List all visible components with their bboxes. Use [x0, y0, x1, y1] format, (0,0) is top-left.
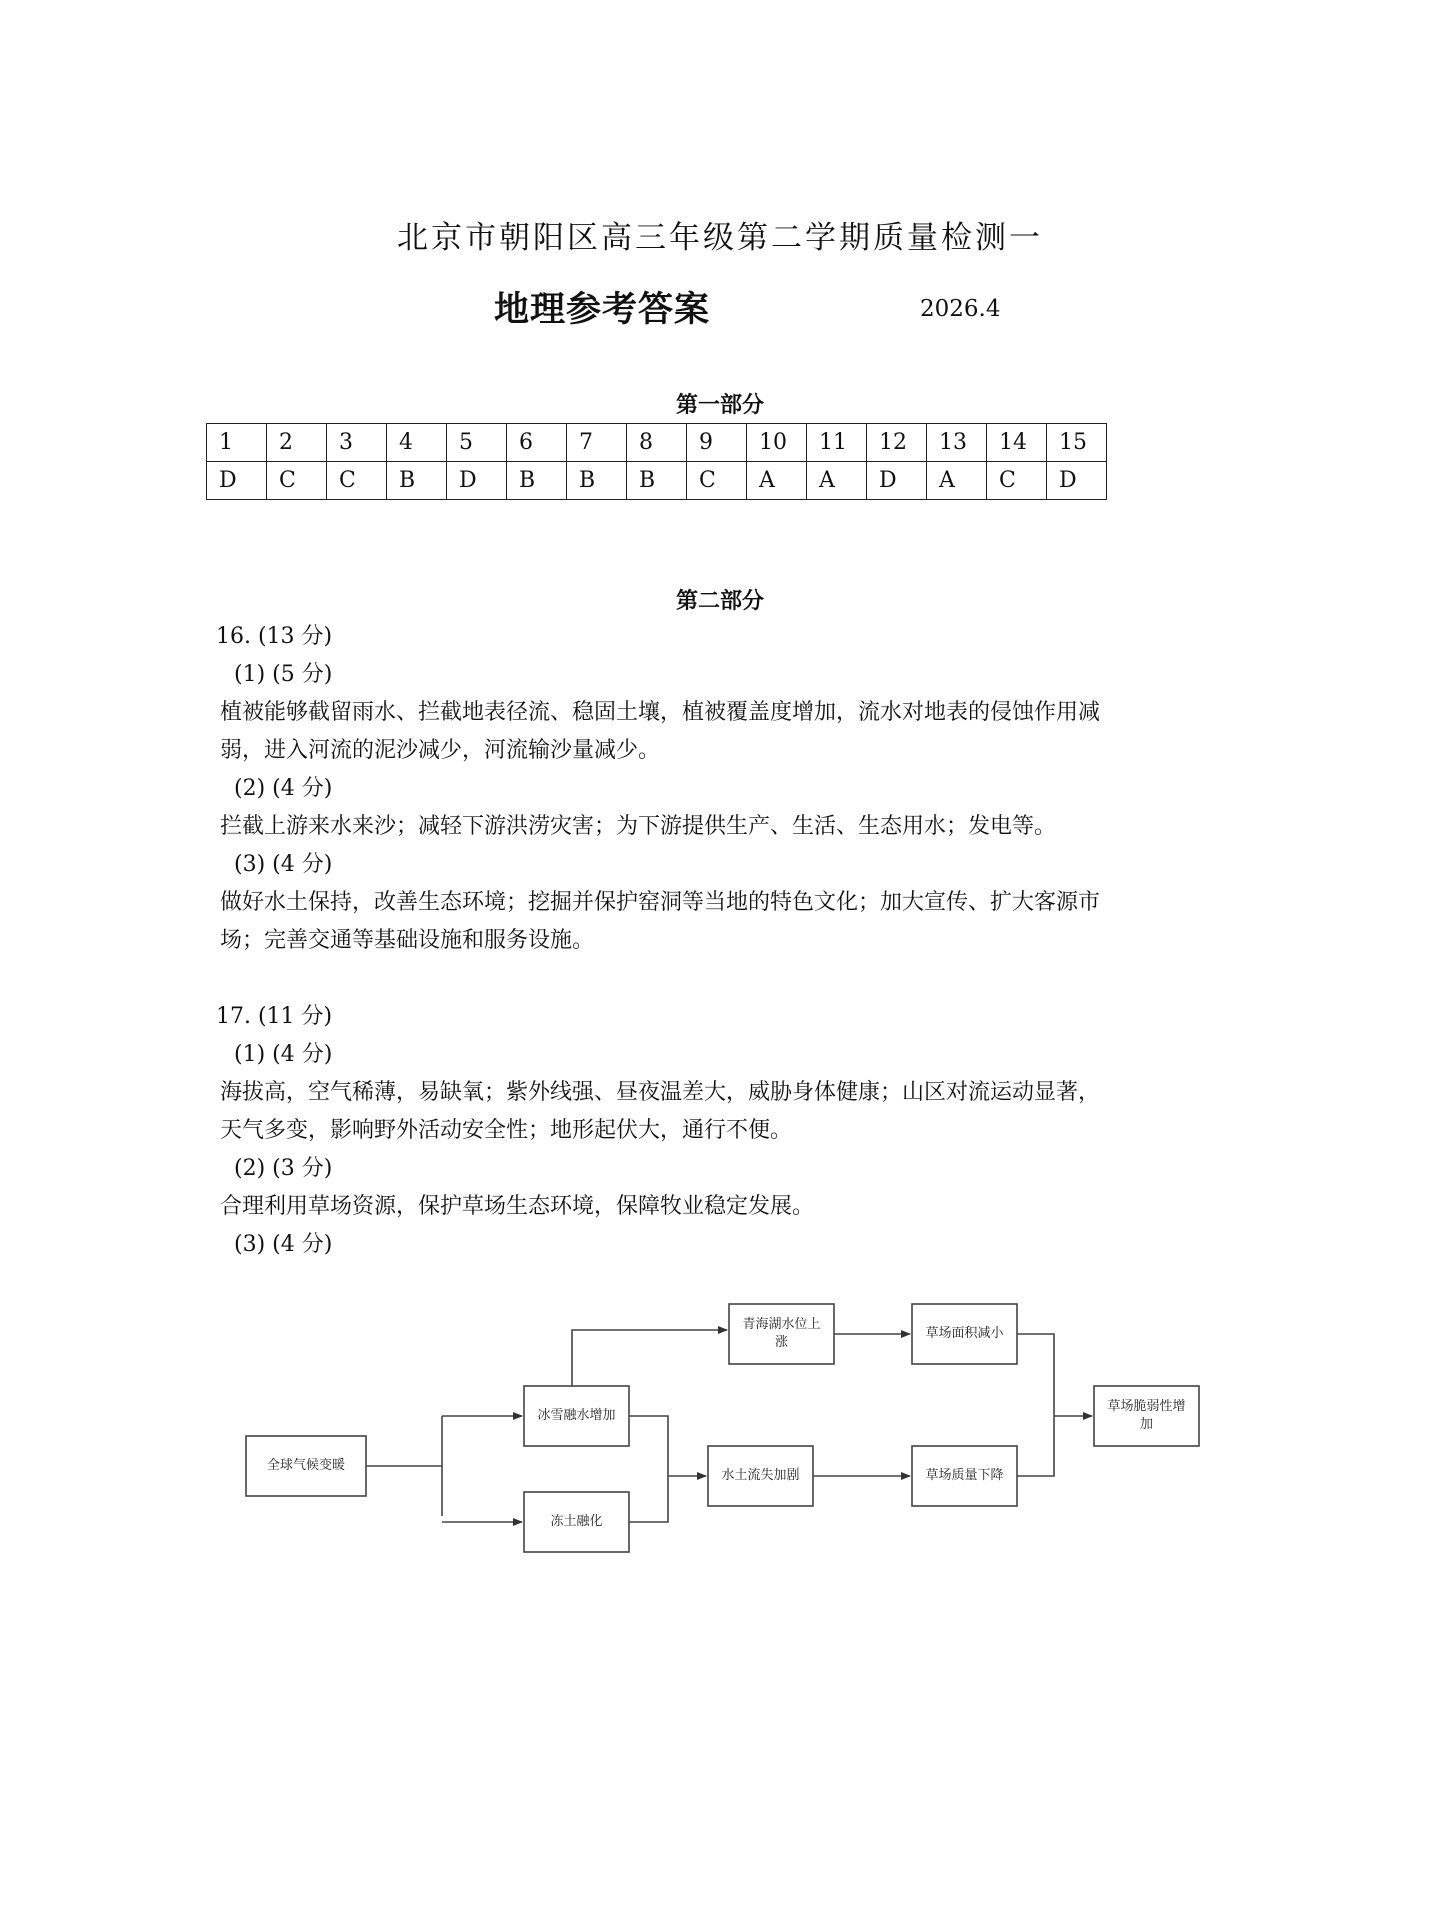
q16-sub1-answer: 弱，进入河流的泥沙减少，河流输沙量减少。 — [220, 738, 661, 763]
arrow-to-lake-rise — [572, 1330, 727, 1386]
answer-cell: B — [507, 462, 567, 500]
answer-cell: C — [687, 462, 747, 500]
q16-title: 16. (13 分) — [216, 624, 333, 649]
question-number: 4 — [387, 424, 447, 462]
answer-cell: D — [867, 462, 927, 500]
connector-melt-merge — [629, 1416, 668, 1522]
label-soil-erosion: 水土流失加剧 — [721, 1468, 800, 1483]
question-number: 9 — [687, 424, 747, 462]
label-permafrost: 冻土融化 — [550, 1514, 603, 1529]
q16-sub2-answer: 拦截上游来水来沙；减轻下游洪涝灾害；为下游提供生产、生活、生态用水；发电等。 — [220, 814, 1057, 839]
question-number: 8 — [627, 424, 687, 462]
q17-sub1-answer: 天气多变，影响野外活动安全性；地形起伏大，通行不便。 — [220, 1118, 793, 1143]
answer-cell: B — [627, 462, 687, 500]
answer-cell: B — [387, 462, 447, 500]
q16-sub2-label: (2) (4 分) — [234, 776, 333, 801]
q16-sub3-answer: 场；完善交通等基础设施和服务设施。 — [220, 928, 595, 953]
question-number: 13 — [927, 424, 987, 462]
answer-cell: D — [447, 462, 507, 500]
part2-heading: 第二部分 — [675, 589, 764, 614]
question-number: 14 — [987, 424, 1047, 462]
question-number: 7 — [567, 424, 627, 462]
answer-cell: A — [747, 462, 807, 500]
q17-title: 17. (11 分) — [216, 1004, 333, 1029]
answer-cell: C — [267, 462, 327, 500]
q16-sub3-label: (3) (4 分) — [234, 852, 333, 877]
subject-title: 地理参考答案 — [494, 290, 711, 330]
question-number: 1 — [207, 424, 267, 462]
answer-cell: C — [327, 462, 387, 500]
question-number: 6 — [507, 424, 567, 462]
connector-grass-merge — [1017, 1334, 1054, 1476]
q16-sub3-answer: 做好水土保持，改善生态环境；挖掘并保护窑洞等当地的特色文化；加大宣传、扩大客源市 — [220, 890, 1101, 915]
label-global-warming: 全球气候变暖 — [266, 1458, 345, 1473]
q17-sub3-label: (3) (4 分) — [234, 1232, 333, 1257]
question-number: 15 — [1047, 424, 1107, 462]
label-grass-fragility: 草场脆弱性增加 — [1107, 1399, 1186, 1432]
answer-cell: D — [207, 462, 267, 500]
answer-cell: B — [567, 462, 627, 500]
document-title: 北京市朝阳区高三年级第二学期质量检测一 — [397, 220, 1043, 256]
q16-sub1-answer: 植被能够截留雨水、拦截地表径流、稳固土壤，植被覆盖度增加，流水对地表的侵蚀作用减 — [220, 700, 1101, 725]
answer-cell: C — [987, 462, 1047, 500]
q16-sub1-label: (1) (5 分) — [234, 662, 333, 687]
part1-heading: 第一部分 — [675, 393, 764, 418]
label-lake-rise: 青海湖水位上涨 — [742, 1317, 821, 1350]
answer-cell: A — [807, 462, 867, 500]
q17-sub2-answer: 合理利用草场资源，保护草场生态环境，保障牧业稳定发展。 — [220, 1194, 815, 1219]
q17-sub1-label: (1) (4 分) — [234, 1042, 333, 1067]
label-grass-area: 草场面积减小 — [925, 1326, 1004, 1341]
question-number: 5 — [447, 424, 507, 462]
question-number: 10 — [747, 424, 807, 462]
label-melt-water: 冰雪融水增加 — [537, 1408, 616, 1423]
document-date: 2026.4 — [920, 296, 1001, 322]
question-number: 2 — [267, 424, 327, 462]
question-number: 12 — [867, 424, 927, 462]
question-number: 11 — [807, 424, 867, 462]
answer-cell: A — [927, 462, 987, 500]
q17-sub2-label: (2) (3 分) — [234, 1156, 333, 1181]
q17-sub1-answer: 海拔高，空气稀薄，易缺氧；紫外线强、昼夜温差大，威胁身体健康；山区对流运动显著， — [220, 1080, 1101, 1105]
label-grass-quality: 草场质量下降 — [925, 1468, 1004, 1483]
answer-cell: D — [1047, 462, 1107, 500]
question-number: 3 — [327, 424, 387, 462]
